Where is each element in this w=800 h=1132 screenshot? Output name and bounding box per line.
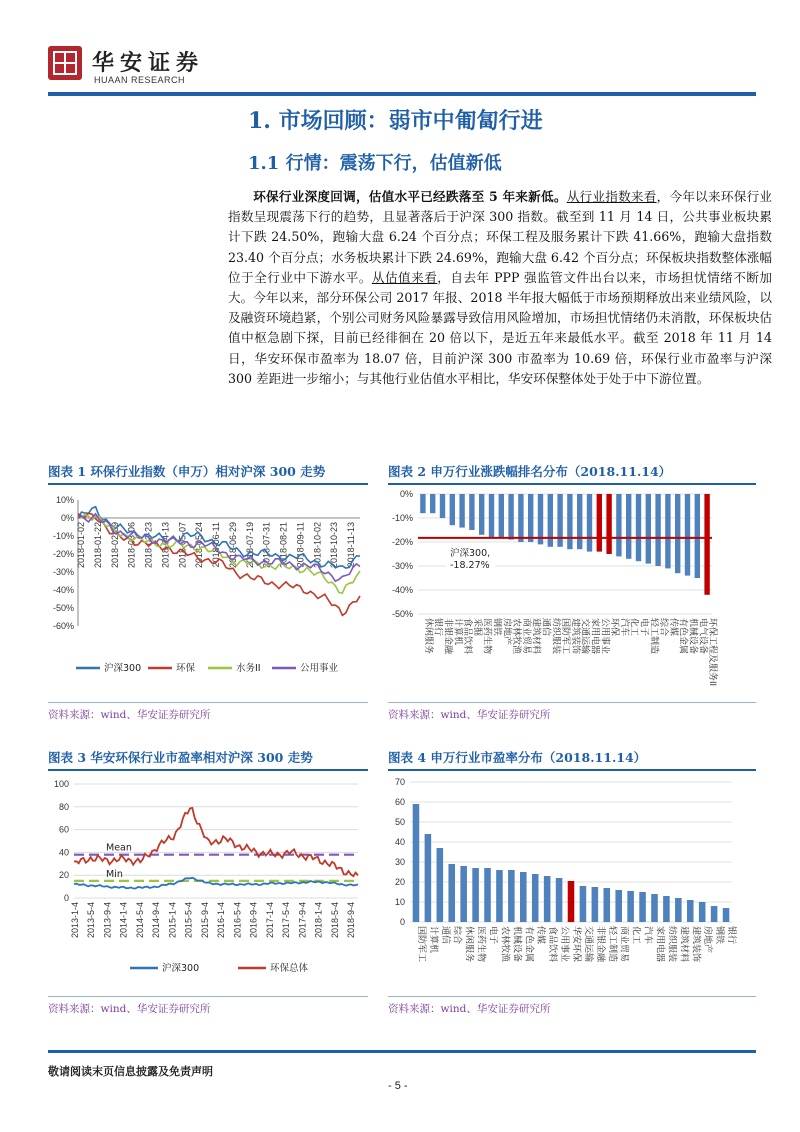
fig2-bar [528,494,533,542]
fig1-xtick-label: 2018-06-29 [227,522,238,569]
fig3-xtick-label: 2018-9-4 [346,902,356,939]
fig3-source: 资料来源：wind、华安证券研究所 [48,1003,211,1015]
fig2-bar [646,494,651,564]
fig1-xtick-label: 2018-04-13 [160,522,171,569]
fig1-xtick-label: 2018-09-11 [295,522,306,568]
fig4-ytick-label: 20 [394,877,405,887]
fig2-ytick-label: 0% [399,489,413,499]
fig4-category-label: 商业贸易 [619,926,630,963]
fig3-xtick-label: 2015-5-4 [183,902,194,939]
fig1-xtick-label: 2018-05-07 [177,522,188,569]
fig1-rule [48,483,368,485]
fig4-bar [448,864,455,922]
fig3-xtick-label: 2018-1-4 [313,902,324,939]
fig2-bar [518,494,523,542]
fig4-bar [687,900,694,922]
fig2-bar [508,494,513,540]
fig2-category-label: 国防军工 [561,618,572,655]
fig2-ytick-label: -40% [391,585,413,595]
fig3-ytick-label: 60 [58,824,69,835]
fig2-bar [557,494,562,547]
fig3-ytick-label: 80 [58,801,69,812]
fig2-rule [388,483,756,485]
fig4-category-label: 机械设备 [512,926,523,963]
fig4-category-label: 农林牧渔 [500,926,511,963]
fig2-category-label: 建筑装饰 [570,618,581,655]
subsection-heading: 1.1 行情：震荡下行，估值新低 [248,153,502,174]
fig2-category-label: 房地产 [502,618,513,646]
fig1-xtick-label: 2018-11-13 [346,522,356,568]
fig4-category-label: 家用电器 [655,926,666,963]
fig2-category-label: 传媒 [668,618,679,637]
fig1-xtick-label: 2018-07-19 [244,522,255,569]
fig4-bar [568,881,575,922]
fig1-source-rule [48,702,368,703]
fig3-xtick-label: 2015-1-4 [167,902,178,939]
fig4-ytick-label: 70 [394,777,405,787]
fig4-bar [615,890,622,922]
fig4-ytick-label: 0 [399,917,405,927]
fig2-bar [567,494,572,549]
logo-emblem [48,46,82,80]
fig1-ytick-label: -60% [52,621,74,631]
fig3-xtick-label: 2013-1-4 [70,902,80,939]
fig1-xtick-label: 2018-05-24 [194,522,205,569]
fig2-bar [489,494,494,537]
fig2-bar [479,494,484,535]
fig1-ytick-label: -10% [52,531,74,541]
fig2-category-label: 纺织服装 [551,618,562,655]
fig4-bar [496,870,503,922]
fig1-xtick-label: 2018-03-06 [126,522,137,569]
fig2-bar [704,494,709,595]
fig1-xtick-label: 2018-01-02 [76,522,86,569]
fig2-bar [695,494,700,578]
fig4-bar [425,834,432,922]
fig2-title: 图表 2 申万行业涨跌幅排名分布（2018.11.14） [388,464,672,479]
page-number: - 5 - [388,1080,408,1092]
fig2-bar [577,494,582,549]
fig3-xtick-label: 2013-5-4 [86,902,97,939]
fig4-ytick-label: 10 [394,897,405,907]
fig4-category-label: 银行 [727,926,738,945]
fig4-bar [675,898,682,922]
fig3-xtick-label: 2016-5-4 [232,902,243,939]
fig4-bar [460,866,467,922]
fig2-reference-label: 沪深300, [450,547,491,559]
fig2-category-label: 计算机 [453,618,464,646]
fig4-bar [603,888,610,922]
fig4-category-label: 化工 [631,926,642,945]
fig4-category-label: 有色金属 [524,926,535,963]
fig2-category-label: 建筑材料 [531,618,542,655]
fig1-xtick-label: 2018-03-23 [143,522,154,569]
logo-subtext: HUAAN RESEARCH [94,75,186,85]
bold-lead: 环保行业深度回调，估值水平已经跌落至 5 年来新低。 [253,189,567,204]
fig3-xtick-label: 2017-9-4 [297,902,308,939]
fig2-source: 资料来源：wind、华安证券研究所 [388,709,551,721]
fig2-bar [538,494,543,544]
fig2-category-label: 非银金融 [443,618,454,655]
fig3-ytick-label: 40 [58,847,69,858]
fig2-category-label: 采掘 [472,618,483,637]
footer-rule [48,1050,756,1053]
fig2-category-label: 机械设备 [688,618,699,655]
fig4-chart [380,772,760,992]
fig2-ytick-label: -20% [391,537,413,547]
fig2-category-label: 家用电器 [590,618,601,655]
fig4-category-label: 休闲服务 [464,926,475,963]
fig4-category-label: 交通运输 [583,926,594,963]
fig3-xtick-label: 2014-1-4 [118,902,129,939]
fig4-ytick-label: 40 [394,837,405,847]
logo-text: 华安证券 [92,50,205,76]
fig4-bar [711,906,718,922]
fig2-category-label: 通信 [541,618,552,637]
fig4-category-label: 传媒 [536,926,547,945]
fig4-category-label: 非银金融 [595,926,606,963]
fig3-reference-label: Mean [106,842,132,854]
fig3-legend-label: 沪深300 [162,963,200,974]
fig1-xtick-label: 2018-10-23 [329,522,340,569]
fig4-bar [592,887,599,922]
fig2-category-label: 交通运输 [580,618,591,655]
fig1-ytick-label: 0% [60,513,74,523]
fig2-category-label: 电气设备 [698,618,709,655]
fig3-rule [48,769,368,771]
fig2-category-label: 环保 [610,618,621,637]
fig4-category-label: 公用事业 [560,926,571,963]
fig4-bar [723,908,730,922]
fig3-xtick-label: 2017-5-4 [281,902,292,939]
fig1-title: 图表 1 环保行业指数（申万）相对沪深 300 走势 [48,464,326,479]
fig4-category-label: 房地产 [703,926,714,954]
fig2-source-rule [388,702,756,703]
fig2-category-label: 食品饮料 [463,618,474,655]
fig2-category-label: 农林牧渔 [512,618,523,655]
fig1-xtick-label: 2018-10-02 [312,522,323,569]
fig3-reference-label: Min [106,868,123,880]
fig3-ytick-label: 0 [63,893,69,903]
fig4-rule [388,769,756,771]
fig4-bar [520,872,527,922]
fig4-bar [532,874,539,922]
fig4-bar [651,894,658,922]
fig2-category-label: 电子 [639,618,650,637]
fig4-bar [472,868,479,922]
body-paragraph [228,187,772,389]
fig1-ytick-label: 10% [55,495,74,505]
fig1-xtick-label: 2018-06-11 [211,522,221,568]
fig3-xtick-label: 2015-9-4 [199,902,210,939]
fig2-ytick-label: -30% [391,561,413,571]
fig2-bar [469,494,474,530]
fig4-bar [413,804,420,922]
fig2-category-label: 化工 [629,618,640,637]
fig3-ytick-label: 20 [58,870,69,881]
fig4-ytick-label: 50 [394,817,405,827]
fig3-xtick-label: 2014-9-4 [151,902,162,939]
fig2-bar [587,494,592,552]
fig2-category-label: 银行 [433,618,444,637]
fig4-bar [508,870,515,922]
fig4-category-label: 综合 [452,926,463,945]
fig2-chart [380,486,760,700]
fig1-xtick-label: 2018-07-31 [261,522,272,569]
fig4-source: 资料来源：wind、华安证券研究所 [388,1003,551,1015]
fig3-xtick-label: 2013-9-4 [102,902,113,939]
fig1-ytick-label: -30% [52,567,74,577]
fig3-xtick-label: 2017-1-4 [264,902,275,939]
fig2-category-label: 休闲服务 [423,618,434,655]
fig2-category-label: 公用事业 [600,618,611,655]
fig3-ytick-label: 100 [53,779,69,789]
fig1-chart [40,488,370,688]
fig2-category-label: 有色金属 [678,618,689,655]
fig4-category-label: 钢铁 [715,926,726,945]
fig4-category-label: 电子 [488,926,499,945]
fig2-bar [685,494,690,576]
fig2-bar [420,494,425,513]
body-text-1: ，今年以来环保行业指数呈现震荡下行的趋势，且显著落后于沪深 300 指数。截至到 11 月 14 日，公共事业板块累计下跌 24.50%，跑输大盘 6.24 个百分点；环保工程及服务累计下跌 41.66%，跑输大盘指数 23.40 个百分点；水务板块累计下跌 24.69%，跑输大盘 6.42 个百分点；环保板块指数整体涨幅位于全行业中下游水平。 [228,189,773,285]
fig4-title: 图表 4 申万行业市盈率分布（2018.11.14） [388,750,647,765]
fig1-xtick-label: 2018-01-22 [92,522,103,569]
header-rule [48,92,756,96]
fig1-legend-label: 沪深300 [104,663,142,674]
fig1-ytick-label: -20% [52,549,74,559]
underline-phrase-2: 从估值来看 [371,269,438,285]
fig1-legend-label: 环保 [176,663,196,674]
fig3-xtick-label: 2018-5-4 [329,902,340,939]
fig1-ytick-label: -50% [52,603,74,613]
fig3-xtick-label: 2014-5-4 [134,902,145,939]
fig2-bar [450,494,455,525]
footer-disclaimer: 敬请阅读末页信息披露及免责声明 [48,1065,213,1078]
fig3-source-rule [48,996,368,997]
fig2-bar [665,494,670,568]
fig4-bar [639,892,646,922]
fig2-bar [655,494,660,566]
fig4-ytick-label: 60 [394,797,405,807]
fig4-bar [663,896,670,922]
fig2-bar [626,494,631,559]
fig2-category-label: 商业贸易 [521,618,532,655]
fig4-category-label: 计算机 [428,926,439,954]
fig2-category-label: 环保工程及服务II [708,618,719,687]
fig2-category-label: 医药生物 [482,618,493,655]
fig3-title: 图表 3 华安环保行业市盈率相对沪深 300 走势 [48,750,313,765]
underline-phrase-1: 从行业指数来看 [566,189,657,204]
fig4-category-label: 医药生物 [476,926,487,963]
fig2-category-label: 钢铁 [492,618,503,637]
fig2-bar [616,494,621,556]
fig4-category-label: 通信 [440,926,451,945]
fig4-category-label: 华安环保 [572,926,582,963]
fig1-legend-label: 水务II [236,663,261,674]
fig3-legend-label: 环保总体 [270,963,309,974]
fig4-bar [699,902,706,922]
fig4-ytick-label: 30 [394,857,405,867]
fig3-chart [40,774,370,984]
fig2-category-label: 轻工制造 [649,618,660,655]
fig4-category-label: 建筑材料 [679,926,690,963]
fig2-bar [430,494,435,513]
fig1-source: 资料来源：wind、华安证券研究所 [48,709,211,721]
fig2-bar [499,494,504,537]
fig1-xtick-label: 2018-02-09 [109,522,120,569]
fig4-source-rule [388,996,756,997]
fig4-category-label: 建筑装饰 [691,926,702,963]
fig2-ytick-label: -50% [391,609,413,619]
fig1-legend-label: 公用事业 [300,663,339,674]
fig4-bar [580,886,587,922]
fig1-xtick-label: 2018-08-21 [278,522,289,569]
fig4-bar [484,868,491,922]
fig2-bar [675,494,680,573]
fig2-ytick-label: -10% [391,513,413,523]
fig2-bar [459,494,464,528]
fig4-bar [627,891,634,922]
fig2-reference-value: -18.27% [450,559,490,571]
fig4-bar [437,848,444,922]
fig2-category-label: 汽车 [619,618,630,637]
fig1-ytick-label: -40% [52,585,74,595]
fig4-category-label: 轻工制造 [607,926,618,963]
fig4-category-label: 汽车 [643,926,654,945]
fig4-category-label: 食品饮料 [548,926,559,963]
fig4-bar [544,876,551,922]
section-heading: 1. 市场回顾：弱市中匍匐行进 [248,108,543,134]
fig2-bar [636,494,641,561]
fig2-bar [440,494,445,518]
fig4-bar [556,878,563,922]
fig2-category-label: 综合 [659,618,670,637]
fig2-bar [606,494,611,554]
fig3-xtick-label: 2016-1-4 [216,902,227,939]
body-text-2: ，自去年 PPP 强监管文件出台以来，市场担忧情绪不断加大。今年以来，部分环保公司 2017 年报、2018 半年报大幅低于市场预期释放出来业绩风险，以及融资环境趋紧，个别公司财务风险暴露导致信用风险增加，市场担忧情绪仍未消散，环保板块估值中枢急剧下探，目前已经徘徊在 20 倍以下，是近五年来最低水平。截至 2018 年 11 月 14 日，华安环保市盈率为 18.07 倍，目前沪深 300 市盈率为 10.69 倍，环保行业市盈率与沪深 300 差距进一步缩小；与其他行业估值水平相比，华安环保整体处于处于中下游位置。 [228,269,773,386]
fig4-category-label: 纺织服装 [667,926,678,963]
fig4-category-label: 国防军工 [416,926,427,963]
fig3-xtick-label: 2016-9-4 [248,902,259,939]
fig2-bar [548,494,553,547]
fig2-bar [597,494,602,552]
